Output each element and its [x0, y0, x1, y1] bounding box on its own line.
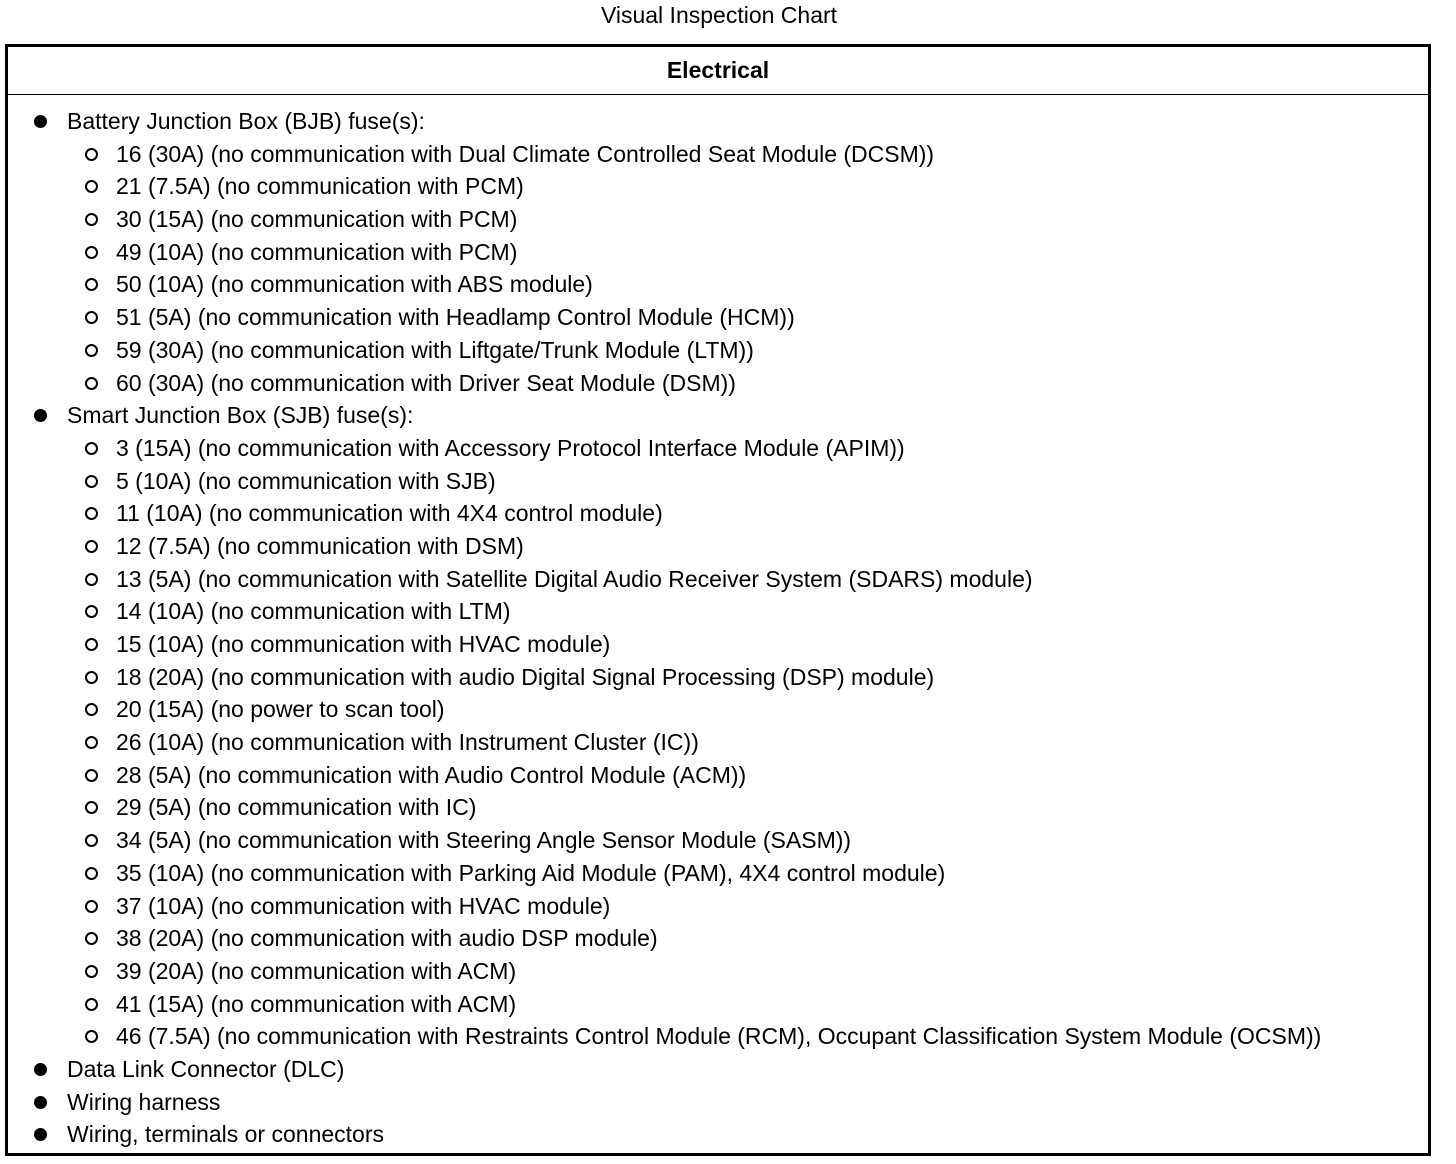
sub-list-item	[8, 693, 1428, 726]
list-item-label: Data Link Connector (DLC)	[67, 1055, 345, 1082]
sub-list-item	[8, 301, 1428, 334]
sub-list-item	[8, 236, 1428, 269]
bullet-circle-icon	[85, 246, 98, 259]
sub-list-item-label: 35 (10A) (no communication with Parking Aid Module (PAM), 4X4 control module)	[116, 859, 946, 886]
sub-list-item	[8, 628, 1428, 661]
list-item	[8, 1086, 1428, 1119]
sub-list-item	[8, 268, 1428, 301]
sub-list-item	[8, 1020, 1428, 1053]
bullet-circle-icon	[85, 736, 98, 749]
page-title: Visual Inspection Chart	[600, 2, 838, 28]
sub-list-item-label: 39 (20A) (no communication with ACM)	[116, 957, 517, 984]
bullet-dot-icon	[34, 1063, 47, 1076]
bullet-circle-icon	[85, 769, 98, 782]
bullet-dot-icon	[34, 409, 47, 422]
sub-list-item-label: 12 (7.5A) (no communication with DSM)	[116, 532, 524, 559]
sub-list-item	[8, 726, 1428, 759]
bullet-circle-icon	[85, 638, 98, 651]
sub-list-item-label: 49 (10A) (no communication with PCM)	[116, 238, 518, 265]
bullet-circle-icon	[85, 900, 98, 913]
list-item-label: Battery Junction Box (BJB) fuse(s):	[67, 108, 425, 134]
list-item	[8, 1118, 1428, 1151]
sub-list-item	[8, 563, 1428, 596]
bullet-circle-icon	[85, 932, 98, 945]
sub-list-item-label: 46 (7.5A) (no communication with Restraints Control Module (RCM), Occupant Classification System Module (OCSM))	[116, 1023, 1322, 1050]
list-item-label: Wiring harness	[67, 1088, 221, 1115]
sub-list-item	[8, 988, 1428, 1021]
list-item-label: Smart Junction Box (SJB) fuse(s):	[67, 402, 414, 429]
bullet-circle-icon	[85, 605, 98, 618]
sub-list-item	[8, 857, 1428, 890]
bullet-circle-icon	[85, 507, 98, 520]
sub-list-item-label: 34 (5A) (no communication with Steering Angle Sensor Module (SASM))	[116, 827, 852, 854]
bullet-circle-icon	[85, 703, 98, 716]
sub-list-item-label: 50 (10A) (no communication with ABS module)	[116, 271, 593, 298]
bullet-circle-icon	[85, 180, 98, 193]
inspection-list	[8, 105, 1428, 1151]
inspection-chart-table	[5, 44, 1431, 1156]
bullet-circle-icon	[85, 834, 98, 847]
bullet-circle-icon	[85, 213, 98, 226]
bullet-circle-icon	[85, 540, 98, 553]
sub-list-item-label: 30 (15A) (no communication with PCM)	[116, 206, 518, 233]
sub-list-item	[8, 432, 1428, 465]
bullet-circle-icon	[85, 1030, 98, 1043]
bullet-circle-icon	[85, 998, 98, 1011]
sub-list-item-label: 59 (30A) (no communication with Liftgate/Trunk Module (LTM))	[116, 336, 754, 363]
bullet-circle-icon	[85, 344, 98, 357]
bullet-circle-icon	[85, 278, 98, 291]
section-header: Electrical	[8, 47, 1428, 95]
sub-list-item	[8, 661, 1428, 694]
sub-list-item	[8, 955, 1428, 988]
sub-list-item	[8, 595, 1428, 628]
sub-list-item-label: 3 (15A) (no communication with Accessory Protocol Interface Module (APIM))	[116, 434, 905, 461]
sub-list-item	[8, 465, 1428, 498]
sub-list-item	[8, 922, 1428, 955]
sub-list-item-label: 21 (7.5A) (no communication with PCM)	[116, 173, 524, 200]
sub-list-item-label: 28 (5A) (no communication with Audio Control Module (ACM))	[116, 761, 747, 788]
sub-list-item-label: 16 (30A) (no communication with Dual Climate Controlled Seat Module (DCSM))	[116, 140, 935, 167]
sub-list-item	[8, 759, 1428, 792]
sub-list-item-label: 18 (20A) (no communication with audio Digital Signal Processing (DSP) module)	[116, 663, 935, 690]
sub-list-item-label: 41 (15A) (no communication with ACM)	[116, 990, 517, 1017]
sub-list-item	[8, 334, 1428, 367]
bullet-circle-icon	[85, 475, 98, 488]
sub-list-item	[8, 791, 1428, 824]
sub-list-item-label: 51 (5A) (no communication with Headlamp Control Module (HCM))	[116, 304, 795, 331]
bullet-dot-icon	[34, 1128, 47, 1141]
sub-list-item-label: 14 (10A) (no communication with LTM)	[116, 598, 511, 625]
bullet-circle-icon	[85, 442, 98, 455]
sub-list-item	[8, 170, 1428, 203]
sub-list-item-label: 38 (20A) (no communication with audio DSP module)	[116, 925, 658, 952]
bullet-circle-icon	[85, 573, 98, 586]
sub-list-item-label: 37 (10A) (no communication with HVAC module)	[116, 892, 611, 919]
sub-list-item	[8, 890, 1428, 923]
sub-list-item	[8, 367, 1428, 400]
bullet-circle-icon	[85, 311, 98, 324]
bullet-circle-icon	[85, 148, 98, 161]
bullet-dot-icon	[34, 1096, 47, 1109]
sub-list-item-label: 11 (10A) (no communication with 4X4 control module)	[116, 500, 663, 527]
bullet-dot-icon	[34, 115, 47, 128]
sub-list-item	[8, 824, 1428, 857]
sub-list-item	[8, 497, 1428, 530]
sub-list-item	[8, 138, 1428, 171]
bullet-circle-icon	[85, 377, 98, 390]
sub-list-item	[8, 530, 1428, 563]
bullet-circle-icon	[85, 867, 98, 880]
sub-list-item-label: 5 (10A) (no communication with SJB)	[116, 467, 496, 494]
list-item-label: Wiring, terminals or connectors	[67, 1121, 384, 1148]
list-item	[8, 399, 1428, 432]
sub-list-item-label: 13 (5A) (no communication with Satellite Digital Audio Receiver System (SDARS) module)	[116, 565, 1033, 592]
sub-list-item	[8, 203, 1428, 236]
sub-list-item-label: 15 (10A) (no communication with HVAC module)	[116, 631, 611, 657]
list-item	[8, 105, 1428, 138]
list-item	[8, 1053, 1428, 1086]
sub-list-item-label: 20 (15A) (no power to scan tool)	[116, 696, 445, 723]
sub-list-item-label: 26 (10A) (no communication with Instrument Cluster (IC))	[116, 729, 699, 756]
bullet-circle-icon	[85, 965, 98, 978]
bullet-circle-icon	[85, 801, 98, 814]
bullet-circle-icon	[85, 671, 98, 684]
sub-list-item-label: 29 (5A) (no communication with IC)	[116, 794, 477, 821]
sub-list-item-label: 60 (30A) (no communication with Driver Seat Module (DSM))	[116, 369, 736, 396]
